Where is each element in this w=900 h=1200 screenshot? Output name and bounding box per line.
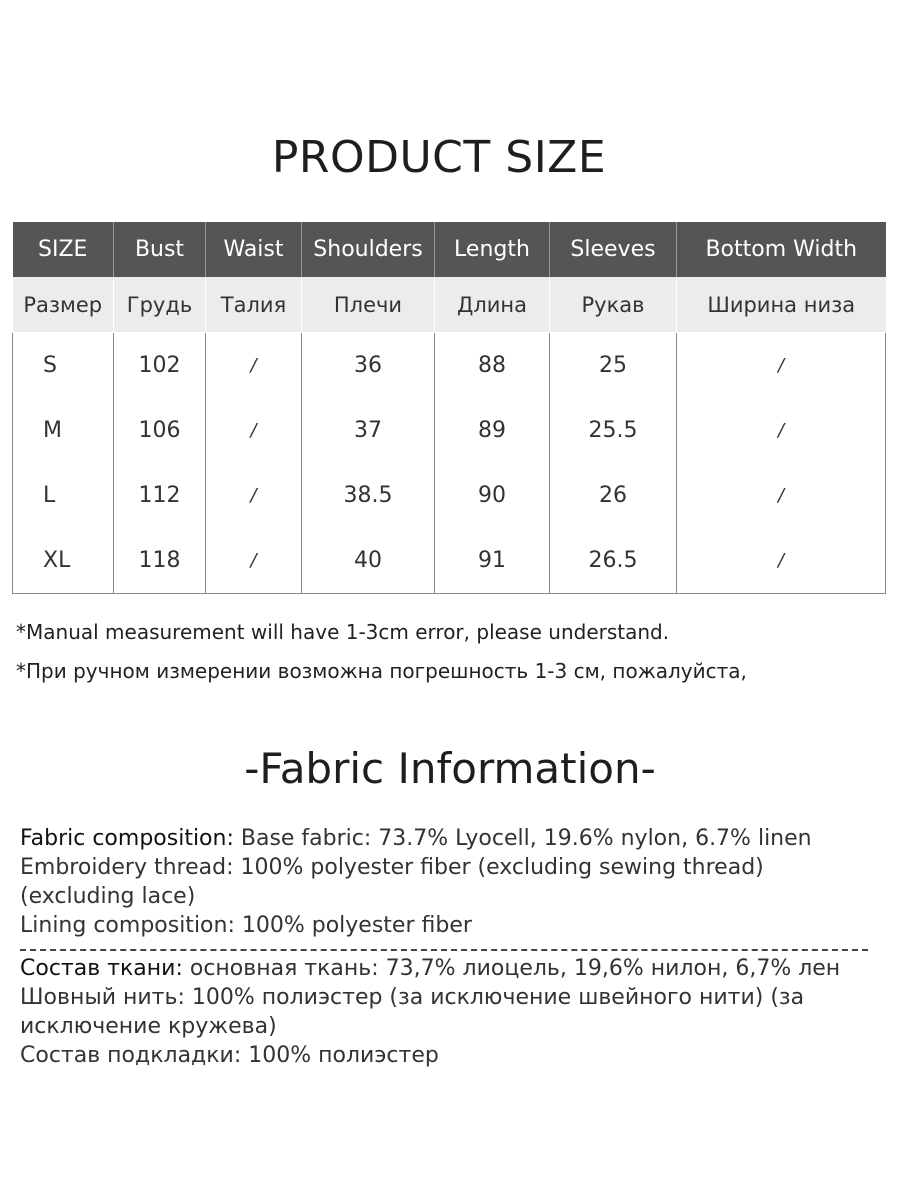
cell-length: 89 xyxy=(435,398,550,463)
fabric-information xyxy=(20,824,870,1070)
header-ru-sleeves: Рукав xyxy=(550,277,677,332)
fabric-embroidery-ru: Шовный нить: 100% полиэстер (за исключение швейного нити) (за исключение кружева) xyxy=(20,985,805,1039)
fabric-base-en-text: Base fabric: 73.7% Lyocell, 19.6% nylon, 6.7% linen xyxy=(233,826,812,851)
fabric-label-en: Fabric composition: xyxy=(20,826,234,851)
cell-bottom-width: / xyxy=(677,333,886,398)
header-ru-bust: Грудь xyxy=(114,277,206,332)
cell-bust: 118 xyxy=(114,528,206,594)
cell-bottom-width: / xyxy=(677,398,886,463)
cell-waist: / xyxy=(206,463,302,528)
header-shoulders: Shoulders xyxy=(302,222,435,277)
cell-waist: / xyxy=(206,398,302,463)
cell-sleeves: 25 xyxy=(550,333,677,398)
cell-bust: 112 xyxy=(114,463,206,528)
header-sleeves: Sleeves xyxy=(550,222,677,277)
header-ru-size: Размер xyxy=(13,277,114,332)
header-bust: Bust xyxy=(114,222,206,277)
cell-size: L xyxy=(13,463,114,528)
measurement-note-ru: *При ручном измерении возможна погрешность 1-3 см, пожалуйста, xyxy=(16,659,747,683)
cell-shoulders: 37 xyxy=(302,398,435,463)
header-bottom-width: Bottom Width xyxy=(677,222,886,277)
header-size: SIZE xyxy=(13,222,114,277)
table-row xyxy=(13,528,886,594)
cell-length: 91 xyxy=(435,528,550,594)
cell-shoulders: 36 xyxy=(302,333,435,398)
size-table xyxy=(12,222,886,594)
fabric-lining-ru: Состав подкладки: 100% полиэстер xyxy=(20,1043,439,1068)
table-row xyxy=(13,463,886,528)
fabric-label-ru: Состав ткани: xyxy=(20,956,183,981)
cell-sleeves: 25.5 xyxy=(550,398,677,463)
cell-bottom-width: / xyxy=(677,463,886,528)
fabric-lining-en: Lining composition: 100% polyester fiber xyxy=(20,913,472,938)
fabric-base-ru-text: основная ткань: 73,7% лиоцель, 19,6% нилон, 6,7% лен xyxy=(182,956,841,981)
cell-sleeves: 26.5 xyxy=(550,528,677,594)
cell-waist: / xyxy=(206,528,302,594)
fabric-embroidery-en: Embroidery thread: 100% polyester fiber (excluding sewing thread) (excluding lace) xyxy=(20,855,764,909)
measurement-note-en: *Manual measurement will have 1-3cm error, please understand. xyxy=(16,620,670,644)
fabric-title: -Fabric Information- xyxy=(244,744,656,793)
cell-length: 88 xyxy=(435,333,550,398)
cell-bust: 102 xyxy=(114,333,206,398)
cell-shoulders: 40 xyxy=(302,528,435,594)
table-row xyxy=(13,333,886,398)
cell-waist: / xyxy=(206,333,302,398)
fabric-base-ru xyxy=(20,954,870,983)
cell-length: 90 xyxy=(435,463,550,528)
cell-size: M xyxy=(13,398,114,463)
header-waist: Waist xyxy=(206,222,302,277)
cell-sleeves: 26 xyxy=(550,463,677,528)
dashed-divider xyxy=(20,949,868,951)
cell-size: S xyxy=(13,333,114,398)
table-row xyxy=(13,398,886,463)
header-ru-length: Длина xyxy=(435,277,550,332)
header-length: Length xyxy=(435,222,550,277)
cell-size: XL xyxy=(13,528,114,594)
header-ru-bottom-width: Ширина низа xyxy=(677,277,886,332)
size-table-header-ru xyxy=(13,277,886,332)
header-ru-waist: Талия xyxy=(206,277,302,332)
cell-bottom-width: / xyxy=(677,528,886,594)
cell-shoulders: 38.5 xyxy=(302,463,435,528)
header-ru-shoulders: Плечи xyxy=(302,277,435,332)
fabric-base-en xyxy=(20,824,870,853)
cell-bust: 106 xyxy=(114,398,206,463)
page-title: PRODUCT SIZE xyxy=(271,132,607,183)
size-table-header-en xyxy=(13,222,886,277)
